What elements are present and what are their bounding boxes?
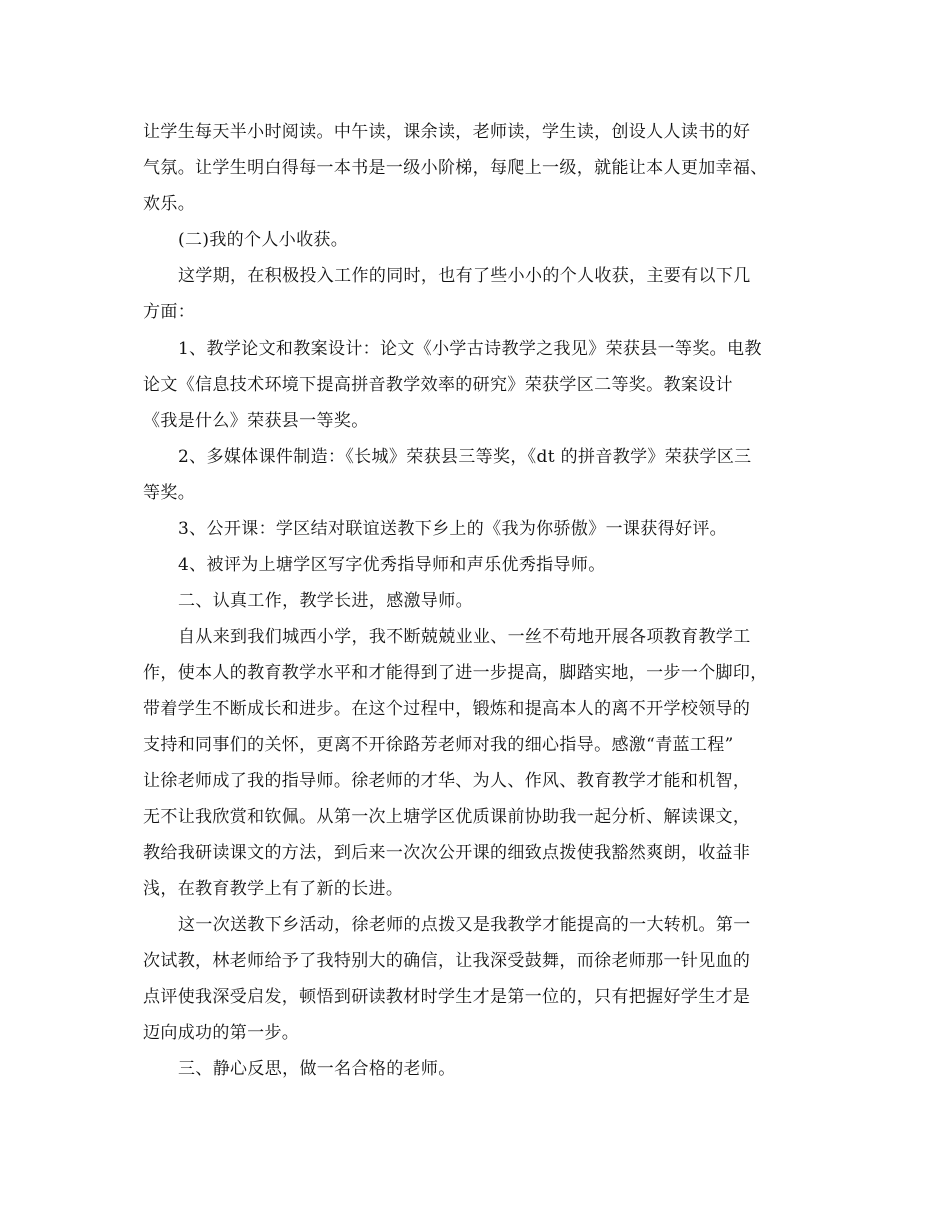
text-line: 让徐老师成了我的指导师。徐老师的才华、为人、作风、教育教学才能和机智， [143, 771, 751, 791]
section-heading: (二)我的个人小收获。 [178, 230, 349, 250]
text-line: 等奖。 [143, 483, 196, 503]
text-line: 欢乐。 [143, 194, 196, 214]
text-line: 气氛。让学生明白得每一本书是一级小阶梯，每爬上一级，就能让本人更加幸福、 [143, 158, 768, 178]
list-item: 2、多媒体课件制造：《长城》荣获县三等奖，《dt 的拼音教学》荣获学区三 [178, 447, 752, 467]
text-line: 让学生每天半小时阅读。中午读，课余读，老师读，学生读，创设人人读书的好 [143, 122, 751, 142]
text-line: 自从来到我们城西小学，我不断兢兢业业、一丝不苟地开展各项教育教学工 [178, 627, 751, 647]
text-line: 这学期，在积极投入工作的同时，也有了些小小的个人收获，主要有以下几 [178, 266, 751, 286]
section-heading: 二、认真工作，教学长进，感激导师。 [178, 591, 473, 611]
text-line: 迈向成功的第一步。 [143, 1023, 300, 1043]
section-heading: 三、静心反思，做一名合格的老师。 [178, 1059, 456, 1079]
text-line: 带着学生不断成长和进步。在这个过程中，锻炼和提高本人的离不开学校领导的 [143, 699, 751, 719]
list-item: 1、教学论文和教案设计：论文《小学古诗教学之我见》荣获县一等奖。电教 [178, 339, 762, 359]
text-line: 点评使我深受启发，顿悟到研读教材时学生才是第一位的，只有把握好学生才是 [143, 987, 751, 1007]
list-item: 3、公开课：学区结对联谊送教下乡上的《我为你骄傲》一课获得好评。 [178, 519, 728, 539]
text-line: 论文《信息技术环境下提高拼音教学效率的研究》荣获学区二等奖。教案设计 [143, 375, 733, 395]
text-line: 无不让我欣赏和钦佩。从第一次上塘学区优质课前协助我一起分析、解读课文， [143, 807, 751, 827]
text-line: 教给我研读课文的方法，到后来一次次公开课的细致点拨使我豁然爽朗，收益非 [143, 843, 751, 863]
list-item: 4、被评为上塘学区写字优秀指导师和声乐优秀指导师。 [178, 555, 606, 575]
text-line: 《我是什么》荣获县一等奖。 [143, 411, 369, 431]
text-line: 支持和同事们的关怀，更离不开徐路芳老师对我的细心指导。感激“青蓝工程” [143, 735, 734, 755]
text-line: 作，使本人的教育教学水平和才能得到了进一步提高，脚踏实地，一步一个脚印， [143, 663, 768, 683]
text-line: 浅，在教育教学上有了新的长进。 [143, 879, 404, 899]
text-line: 次试教，林老师给予了我特别大的确信，让我深受鼓舞，而徐老师那一针见血的 [143, 951, 751, 971]
text-line: 方面： [143, 302, 196, 322]
text-line: 这一次送教下乡活动，徐老师的点拨又是我教学才能提高的一大转机。第一 [178, 915, 751, 935]
